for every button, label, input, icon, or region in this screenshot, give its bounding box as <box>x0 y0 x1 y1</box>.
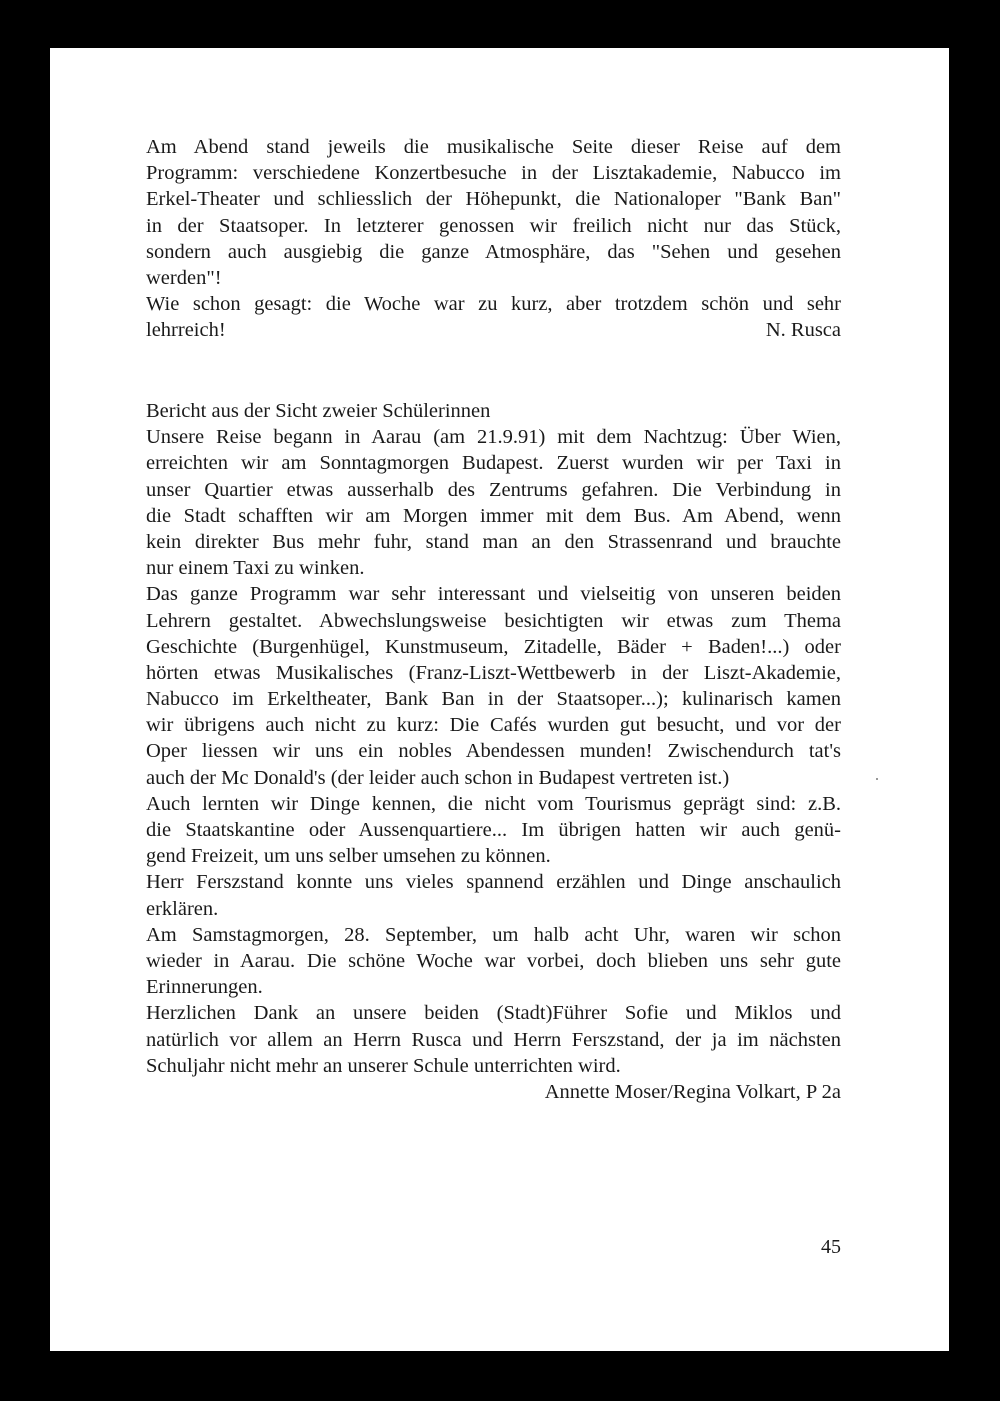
text-line: kein direkter Bus mehr fuhr, stand man an den Strassenrand und brauchte <box>146 530 841 553</box>
text-line: die Staatskantine oder Aussenquartiere... Im übrigen hatten wir auch genü- <box>146 819 841 841</box>
text-line: auch der Mc Donald's (der leider auch schon in Budapest vertreten ist.) <box>146 766 730 789</box>
text-line: sondern auch ausgiebig die ganze Atmosphäre, das "Sehen und gesehen <box>146 240 841 263</box>
author-signature: N. Rusca <box>765 319 841 342</box>
report-title: Bericht aus der Sicht zweier Schülerinnen <box>146 400 491 422</box>
scan-speck <box>876 778 878 780</box>
text-line: erreichten wir am Sonntagmorgen Budapest. Zuerst wurden wir per Taxi in <box>146 452 841 475</box>
text-line: natürlich vor allem an Herrn Rusca und Herrn Ferszstand, der ja im nächsten <box>146 1028 841 1051</box>
text-line: Am Samstagmorgen, 28. September, um halb acht Uhr, waren wir schon <box>146 923 841 946</box>
text-line: unser Quartier etwas ausserhalb des Zentrums gefahren. Die Verbindung in <box>146 478 841 501</box>
author-signature: Annette Moser/Regina Volkart, P 2a <box>544 1080 841 1103</box>
text-line: Herr Ferszstand konnte uns vieles spannend erzählen und Dinge anschaulich <box>146 871 841 894</box>
text-line: hörten etwas Musikalisches (Franz-Liszt-Wettbewerb in der Liszt-Akademie, <box>146 661 841 684</box>
text-line: gend Freizeit, um uns selber umsehen zu können. <box>146 845 551 868</box>
text-line: Erinnerungen. <box>146 976 263 999</box>
text-line: Auch lernten wir Dinge kennen, die nicht vom Tourismus geprägt sind: z.B. <box>146 792 841 815</box>
text-line: Schuljahr nicht mehr an unserer Schule unterrichten wird. <box>146 1054 621 1077</box>
text-line: Nabucco im Erkeltheater, Bank Ban in der Staatsoper...); kulinarisch kamen <box>146 688 841 711</box>
text-line: Herzlichen Dank an unsere beiden (Stadt)Führer Sofie und Miklos und <box>146 1002 841 1025</box>
text-line: Programm: verschiedene Konzertbesuche in der Lisztakademie, Nabucco im <box>146 162 841 185</box>
text-line: in der Staatsoper. In letzterer genossen wir freilich nicht nur das Stück, <box>146 214 841 237</box>
text-line: Am Abend stand jeweils die musikalische Seite dieser Reise auf dem <box>146 136 841 158</box>
text-line: Wie schon gesagt: die Woche war zu kurz, aber trotzdem schön und sehr <box>146 293 841 316</box>
text-line: Oper liessen wir uns ein nobles Abendessen munden! Zwischendurch tat's <box>146 740 841 763</box>
text-line: die Stadt schafften wir am Morgen immer mit dem Bus. Am Abend, wenn <box>146 504 841 527</box>
text-line: Erkel-Theater und schliesslich der Höhepunkt, die Nationaloper "Bank Ban" <box>146 188 841 211</box>
text-line: wir übrigens auch nicht zu kurz: Die Cafés wurden gut besucht, und vor der <box>146 714 841 737</box>
text-line: Unsere Reise begann in Aarau (am 21.9.91) mit dem Nachtzug: Über Wien, <box>146 426 841 449</box>
text-line: wieder in Aarau. Die schöne Woche war vorbei, doch blieben uns sehr gute <box>146 949 841 972</box>
report-students <box>146 398 841 1105</box>
text-line: nur einem Taxi zu winken. <box>146 557 365 580</box>
report-rusca <box>146 134 841 344</box>
page-number: 45 <box>821 1236 841 1258</box>
text-line: erklären. <box>146 897 219 920</box>
closing-line <box>146 317 841 343</box>
text-line: werden"! <box>146 266 222 289</box>
text-line: lehrreich! <box>146 319 226 342</box>
document-page <box>50 48 949 1351</box>
text-line: Geschichte (Burgenhügel, Kunstmuseum, Zitadelle, Bäder + Baden!...) oder <box>146 635 841 658</box>
text-line: Das ganze Programm war sehr interessant und vielseitig von unseren beiden <box>146 583 841 606</box>
text-line: Lehrern gestaltet. Abwechslungsweise besichtigten wir etwas zum Thema <box>146 609 841 632</box>
